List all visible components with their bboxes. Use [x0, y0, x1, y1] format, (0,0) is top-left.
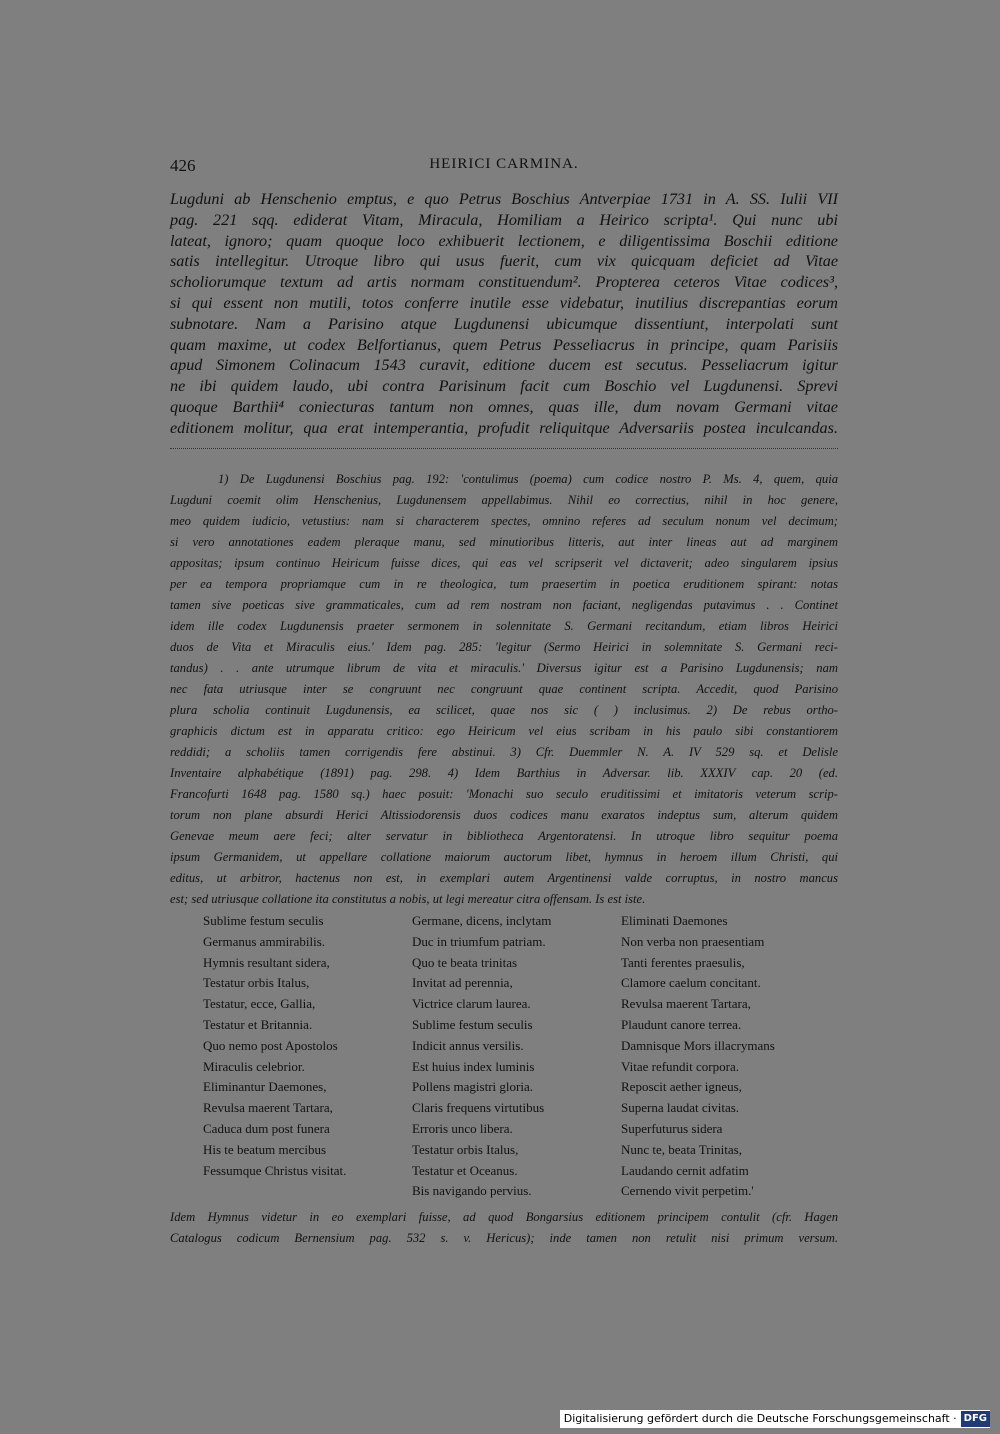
- verse-line: Testatur orbis Italus,: [203, 975, 310, 991]
- footnote-line: editus, ut arbitror, hactenus non est, in exemplari autem Argentinensi valde corruptus, in nostro mancus: [170, 871, 838, 885]
- verse-line: His te beatum mercibus: [203, 1141, 327, 1157]
- verse-line: Germane, dicens, inclytam: [412, 913, 552, 928]
- verse-line: Est huius index luminis: [412, 1058, 535, 1074]
- running-title: HEIRICI CARMINA.: [429, 156, 579, 172]
- main-line: Lugduni ab Henschenio emptus, e quo Petrus Boschius Antverpiae 1731 in A. SS. Iulii VII: [170, 190, 838, 208]
- verse-line: Testatur et Britannia.: [203, 1016, 313, 1032]
- footnote-separator: [170, 448, 838, 449]
- main-text: [170, 189, 838, 439]
- verse-line: Testatur et Oceanus.: [412, 1162, 518, 1178]
- hymn-column-2: [412, 911, 551, 1202]
- main-line: ne ibi quidem laudo, ubi contra Parisinum facit cum Boschio vel Lugdunensi. Sprevi: [170, 377, 838, 396]
- verse-line: Testatur orbis Italus,: [412, 1141, 519, 1157]
- footnote-line: meo quidem iudicio, vetustius: nam si characterem spectes, omnino referes ad seculum nonum vel decimum;: [170, 514, 838, 528]
- verse-line: Pollens magistri gloria.: [412, 1079, 533, 1095]
- hymn-verses: [203, 911, 843, 1201]
- verse-line: Eliminantur Daemones,: [203, 1079, 327, 1095]
- verse-line: Duc in triumfum patriam.: [412, 933, 546, 949]
- footnote-line: ipsum Germanidem, ut appellare collatione maiorum auctorum libet, hymnus in heroem illum Christi, qui: [170, 850, 838, 864]
- footnote-line: idem ille codex Lugdunensis praeter sermonem in solennitate S. Germani recitandum, etiam libros Heirici: [170, 619, 838, 633]
- verse-line: Superna laudat civitas.: [621, 1100, 740, 1116]
- footnote-line: nec fata utriusque inter se congruunt nec congruunt quae continent scripta. Accedit, quod Parisino: [170, 682, 838, 696]
- verse-line: Invitat ad perennia,: [412, 975, 513, 991]
- verse-line: Superfuturus sidera: [621, 1120, 723, 1136]
- footnote-line: appositas; ipsum continuo Heiricum fuisse dices, qui eas vel scripserit vel dictaverit; adeo singularem ipsius: [170, 556, 838, 570]
- verse-line: Sublime festum seculis: [412, 1016, 533, 1032]
- verse-line: Eliminati Daemones: [621, 913, 728, 928]
- verse-line: Victrice clarum laurea.: [412, 996, 531, 1012]
- verse-line: Revulsa maerent Tartara,: [621, 996, 751, 1012]
- footnote-line: Genevae meum aere feci; alter servatur in bibliotheca Argentoratensi. In utroque libro sequitur poema: [170, 829, 838, 843]
- hymn-column-3: [621, 911, 775, 1202]
- verse-line: Laudando cernit adfatim: [621, 1162, 749, 1178]
- verse-line: Claris frequens virtutibus: [412, 1100, 545, 1116]
- closing-note: [170, 1207, 838, 1249]
- verse-line: Plaudunt canore terrea.: [621, 1016, 742, 1032]
- main-line: scholiorumque textum ad artis normam constituendum². Propterea ceteros Vitae codices³,: [170, 273, 838, 292]
- main-line: quam maxime, ut codex Belfortianus, quem Petrus Pesseliacrus in principe, quam Parisiis: [170, 335, 838, 354]
- verse-line: Cernendo vivit perpetim.': [621, 1183, 754, 1199]
- footnote-line: 1) De Lugdunensi Boschius pag. 192: 'contulimus (poema) cum codice nostro P. Ms. 4, quem, quia: [218, 472, 838, 486]
- verse-line: Vitae refundit corpora.: [621, 1058, 739, 1074]
- verse-line: Non verba non praesentiam: [621, 933, 765, 949]
- main-line: subnotare. Nam a Parisino atque Lugdunensi ubicumque dissentiunt, interpolati sunt: [170, 314, 838, 333]
- verse-line: Germanus ammirabilis.: [203, 933, 326, 949]
- verse-line: Hymnis resultant sidera,: [203, 954, 330, 970]
- digitization-credit: [560, 1410, 990, 1428]
- footnote-line: tamen sive poeticas sive grammaticales, cum ad rem nostram non faciant, negligendas putavimus . . Continet: [170, 598, 838, 612]
- verse-line: Clamore caelum concitant.: [621, 975, 761, 991]
- verse-line: Reposcit aether igneus,: [621, 1079, 742, 1095]
- main-line: editionem molitur, qua erat intemperantia, profudit reliquitque Adversariis postea inculcandas.: [170, 418, 838, 437]
- main-line: si qui essent non mutili, totos conferre inutile esse videbatur, inutilius discrepantias eorum: [170, 293, 838, 312]
- footnote-line: tandus) . . ante utrumque librum de vita et miraculis.' Diversus igitur est a Parisino Lugdunensis; nam: [170, 661, 838, 675]
- footnote-line: Lugduni coemit olim Henschenius, Lugdunensem appellabimus. Nihil eo correctius, nihil in hoc genere,: [170, 493, 838, 507]
- main-line: lateat, ignoro; quam quoque loco exhibuerit lectionem, e diligentissima Boschii editione: [170, 231, 838, 250]
- verse-line: Nunc te, beata Trinitas,: [621, 1141, 742, 1157]
- credit-text: Digitalisierung gefördert durch die Deutsche Forschungsgemeinschaft ·: [563, 1412, 957, 1425]
- hymn-column-1: [203, 911, 346, 1181]
- verse-line: Testatur, ecce, Gallia,: [203, 996, 316, 1012]
- verse-line: Indicit annus versilis.: [412, 1037, 524, 1053]
- footnote-line: graphicis dictum est in apparatu critico: ego Heiricum vel eius scribam in his paulo sibi constantiorem: [170, 724, 838, 738]
- verse-line: Damnisque Mors illacrymans: [621, 1037, 775, 1053]
- footnote-line: duos de Vita et Miraculis eius.' Idem pag. 285: 'legitur (Sermo Heirici in solemnitate S. Germani reci-: [170, 640, 838, 654]
- footnotes: [170, 469, 838, 910]
- footnote-line: torum non plane absurdi Herici Altissiodorensis duos codices manu exaratos indeptus sum, alterum quidem: [170, 808, 838, 822]
- verse-line: Revulsa maerent Tartara,: [203, 1100, 333, 1116]
- verse-line: Erroris unco libera.: [412, 1120, 513, 1136]
- verse-line: Miraculis celebrior.: [203, 1058, 305, 1074]
- footnote-line: plura scholia continuit Lugdunensis, ea scilicet, quae nos sic ( ) inclusimus. 2) De rebus ortho-: [170, 703, 838, 717]
- footnote-line: est; sed utriusque collatione ita constitutus a nobis, ut legi mereatur citra offensam. Is est iste.: [170, 892, 646, 906]
- footnote-line: Inventaire alphabétique (1891) pag. 298. 4) Idem Barthius in Adversar. lib. XXXIV cap. 20 (ed.: [170, 766, 838, 780]
- main-line: quoque Barthii⁴ coniecturas tantum non omnes, quas ille, dum novam Germani vitae: [170, 397, 838, 416]
- main-line: apud Simonem Colinacum 1543 curavit, editione ducem est secutus. Pesseliacrum igitur: [170, 356, 838, 375]
- main-line: satis intellegitur. Utroque libro qui usus fuerit, cum vix quicquam deficiet ad Vitae: [170, 252, 838, 271]
- footnote-line: reddidi; a scholiis tamen corrigendis fere abstinui. 3) Cfr. Duemmler N. A. IV 529 sq. et Delisle: [170, 745, 838, 759]
- verse-line: Quo te beata trinitas: [412, 954, 518, 970]
- verse-line: Sublime festum seculis: [203, 913, 324, 928]
- footnote-line: Francofurti 1648 pag. 1580 sq.) haec posuit: 'Monachi suo seculo eruditissimi et imitatoris veterum scrip-: [170, 787, 838, 801]
- verse-line: Fessumque Christus visitat.: [203, 1162, 347, 1178]
- footnote-line: si vero annotationes eadem pleraque manu, sed minutioribus litteris, aut inter lineas aut ad marginem: [170, 535, 838, 549]
- closing-line: Idem Hymnus videtur in eo exemplari fuisse, ad quod Bongarsius editionem principem contulit (cfr. Hagen: [170, 1210, 838, 1224]
- dfg-logo: DFG: [961, 1411, 990, 1427]
- verse-line: Tanti ferentes praesulis,: [621, 954, 745, 970]
- verse-line: Quo nemo post Apostolos: [203, 1037, 338, 1053]
- footnote-line: per ea tempora propriamque cum in re theologica, tum praesertim in poetica eruditionem spirant: notas: [170, 577, 838, 591]
- page-number: 426: [170, 156, 196, 175]
- verse-line: Bis navigando pervius.: [412, 1183, 532, 1199]
- page-header: [170, 156, 838, 180]
- closing-line: Catalogus codicum Bernensium pag. 532 s. v. Hericus); inde tamen non retulit nisi primum versum.: [170, 1231, 838, 1245]
- main-line: pag. 221 sqq. ediderat Vitam, Miracula, Homiliam a Heirico scripta¹. Qui nunc ubi: [170, 210, 838, 229]
- verse-line: Caduca dum post funera: [203, 1120, 330, 1136]
